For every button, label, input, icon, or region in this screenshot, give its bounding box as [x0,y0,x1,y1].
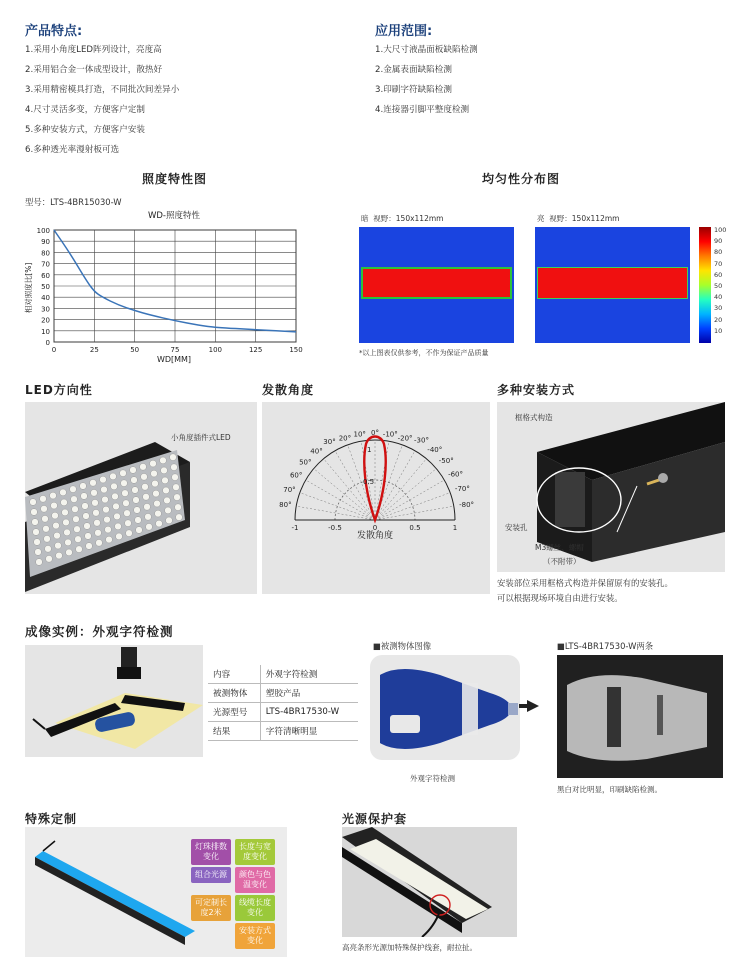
custom-photo [25,827,287,957]
led-dot [61,499,68,506]
table-key: 结果 [208,722,260,741]
led-dot [54,532,61,539]
led-dot [45,545,52,552]
bright-label [537,213,619,224]
applications-list [375,40,478,120]
scale-label: 20 [714,315,723,324]
hole-label: 安装孔 [505,523,528,532]
led-dot [64,529,71,536]
scale-label: 30 [714,304,723,313]
led-dot [90,479,97,486]
led-bar-illustration [25,402,257,594]
application-item: 3.印刷字符缺陷检测 [375,85,452,95]
led-dot [155,510,162,517]
led-dot [31,509,38,516]
x-tick-label: 0 [372,524,378,532]
led-dot [150,460,157,467]
led-dot [44,535,51,542]
led-dot [86,543,93,550]
led-dot [34,539,41,546]
led-dot [144,503,151,510]
scale-label: 100 [714,226,727,234]
led-dot [153,490,160,497]
led-dot [116,533,123,540]
result-caption: 黑白对比明显，印刷缺陷检测。 [557,785,662,794]
angle-label: -30° [414,436,429,445]
x-tick-label: 75 [170,346,180,354]
led-dot [93,509,100,516]
led-dot [135,517,142,524]
led-dot [66,549,73,556]
scale-label: 90 [714,237,723,246]
angle-label: -60° [448,470,464,479]
led-dot [166,517,173,524]
led-dot [71,496,78,503]
light-band [361,267,512,299]
result-image [557,655,723,778]
led-dot [40,495,47,502]
x-tick-labels [52,346,303,354]
led-dot [101,486,108,493]
led-dot [52,512,59,519]
led-label: 小角度插件式LED [171,433,231,442]
led-dot [162,477,169,484]
led-dot [126,530,133,537]
angle-heading: 发散角度 [262,383,315,397]
angle-label: 40° [310,447,323,456]
table-value: 塑胶产品 [260,684,358,703]
led-dot [91,489,98,496]
led-dot [140,463,147,470]
table-row [208,665,358,684]
feature-item: 5.多种安装方式，方便客户安装 [25,125,145,135]
dark-label [361,213,443,224]
angle-label: 10° [353,430,366,439]
led-dot [120,470,127,477]
led-dot [70,486,77,493]
y-tick-label: 10 [41,327,50,336]
led-dot [145,513,152,520]
led-dot [60,489,67,496]
led-dot [171,464,178,471]
y-tick-labels [37,227,50,347]
led-dot [165,507,172,514]
uniformity-map-dark [359,227,514,343]
feature-item: 2.采用铝合金一体成型设计，散热好 [25,65,163,75]
led-dot [134,507,141,514]
led-dot [72,506,79,513]
angle-label: 50° [299,458,312,467]
angle-label: 30° [323,438,336,447]
led-dot [175,504,182,511]
bright-mark: 亮 [537,214,545,223]
color-scale-labels [714,225,728,337]
table-value: 字符清晰明显 [260,722,358,741]
led-dot [43,525,50,532]
features-list [25,40,179,160]
color-scale [699,227,711,343]
led-dot [92,499,99,506]
led-dot [132,487,139,494]
custom-tag: 可定制长度2米 [191,895,231,921]
led-heading: LED方向性 [25,383,93,397]
led-dot [50,492,57,499]
angle-label: 80° [279,501,292,510]
angle-xlabel: 发散角度 [356,531,394,541]
custom-tag: 组合光源 [191,867,231,883]
led-dot [122,490,129,497]
x-tick-label: 125 [248,346,263,354]
radial-line [375,480,444,520]
led-dot [133,497,140,504]
led-dot [143,493,150,500]
cover-caption: 高亮条形光源加特殊保护线套，耐拉扯。 [342,943,477,952]
led-dot [85,533,92,540]
illuminance-chart [22,206,312,368]
led-dot [106,536,113,543]
features-title: 产品特点: [25,24,83,39]
led-dot [164,497,171,504]
table-row [208,684,358,703]
led-dot [176,514,183,521]
led-dot [73,516,80,523]
led-dot [76,546,83,553]
angle-label: -80° [459,500,475,509]
led-dot [51,502,58,509]
feature-item: 6.多种透光率漫射板可选 [25,145,120,155]
led-dot [136,527,143,534]
led-dot [94,519,101,526]
table-key: 光源型号 [208,703,260,722]
led-dot [154,500,161,507]
angle-label: -40° [427,445,443,454]
y-axis-label: 相对照度比[%] [24,262,33,314]
led-dot [46,555,53,562]
x-tick-label: 25 [89,346,99,354]
scale-label: 50 [714,282,723,291]
scale-label: 10 [714,326,723,335]
led-dot [146,523,153,530]
screw-note: （不附带） [543,557,581,566]
led-dot [114,513,121,520]
x-tick-label: 0 [51,346,57,354]
led-photo [25,402,257,594]
x-tick-label: 0.5 [409,524,421,532]
install-desc-2: 可以根据现场环境自由进行安装。 [497,593,623,603]
led-dot [33,529,40,536]
y-tick-label: 50 [41,283,50,291]
x-axis-label: WD[MM] [156,355,192,364]
table-value: 外观字符检测 [260,665,358,684]
led-dot [56,552,63,559]
install-photo [497,402,725,572]
led-dot [172,474,179,481]
led-dot [123,500,130,507]
led-dot [130,467,137,474]
angle-panel [262,402,490,594]
led-dot [124,510,131,517]
cover-photo [342,827,517,937]
radial-label: 0.5 [363,478,375,486]
led-dot [142,483,149,490]
led-dot [82,503,89,510]
scale-label: 70 [714,259,723,268]
led-dot [112,493,119,500]
angle-label: -20° [397,434,413,443]
led-dot [35,549,42,556]
y-tick-label: 30 [41,305,50,314]
led-dot [96,539,103,546]
led-dot [83,513,90,520]
table-value: LTS-4BR17530-W [260,703,358,722]
led-dot [141,473,148,480]
arrow-icon [527,700,539,712]
y-tick-label: 90 [41,238,50,247]
led-dot [104,516,111,523]
object-image [370,655,520,760]
install-illustration [497,402,725,572]
object-caption: 外观字符检测 [410,774,455,783]
led-dot [131,477,138,484]
light-band [537,267,688,299]
led-dot [103,506,110,513]
led-dot [80,483,87,490]
led-dot [152,480,159,487]
feature-item: 3.采用精密模具打造，不同批次间差异小 [25,85,180,95]
install-heading: 多种安装方式 [497,383,576,397]
y-tick-label: 80 [41,249,50,258]
led-dot [156,520,163,527]
y-tick-label: 40 [41,294,50,303]
scale-label: 40 [714,293,723,302]
angle-label: -10° [382,430,398,439]
feature-item: 4.尺寸灵活多变，方便客户定制 [25,105,145,115]
x-tick-label: 150 [289,346,303,354]
led-dot [65,539,72,546]
led-dot [74,526,81,533]
frame-label: 框格式构造 [515,413,553,422]
custom-tag: 灯珠排数变化 [191,839,231,865]
led-dot [95,529,102,536]
uniformity-note: *以上图表仅供参考，不作为保证产品质量 [359,349,489,357]
polar-diagram [262,402,490,594]
grayscale-bottle [557,655,723,778]
x-tick-label: -0.5 [328,524,342,532]
radial-line [306,480,375,520]
applications-title: 应用范围: [375,24,433,39]
led-dot [36,559,43,566]
led-dot [173,484,180,491]
object-title: ■被测物体图像 [373,641,432,651]
uniformity-heading: 均匀性分布图 [482,172,561,186]
angle-label: 20° [338,434,352,443]
led-dot [111,483,118,490]
application-item: 4.连接器引脚平整度检测 [375,105,470,115]
y-tick-label: 20 [41,316,50,325]
y-tick-label: 100 [36,227,50,235]
radial-line [375,451,415,520]
bright-field: 视野：150x112mm [549,214,620,223]
install-desc-1: 安装部位采用框格式构造并保留原有的安装孔。 [497,578,673,588]
custom-tag: 颜色与色温变化 [235,867,275,893]
led-dot [121,480,128,487]
led-dot [84,523,91,530]
led-dot [62,509,69,516]
table-row [208,722,358,741]
angle-label: 0° [371,429,379,437]
angle-label: -50° [438,457,454,466]
y-tick-label: 70 [41,260,50,269]
led-dot [63,519,70,526]
custom-tag: 安装方式变化 [235,923,275,949]
led-dot [170,454,177,461]
scale-label: 60 [714,270,723,279]
led-dot [174,494,181,501]
screw-label: M3螺丝、螺帽 [535,543,584,552]
uniformity-map-bright [535,227,690,343]
dark-mark: 暗 [361,214,369,223]
custom-tag: 长度与宽度变化 [235,839,275,865]
table-row [208,703,358,722]
model-label: 型号：LTS-4BR15030-W [25,197,122,207]
x-tick-label: 1 [452,524,458,532]
illuminance-heading: 照度特性图 [142,172,208,186]
table-key: 被测物体 [208,684,260,703]
example-heading: 成像实例：外观字符检测 [25,624,174,639]
bottle-illustration [370,655,520,760]
led-dot [32,519,39,526]
led-dot [113,503,120,510]
example-table [208,665,358,741]
led-dot [75,536,82,543]
arrow-icon-shaft [519,704,528,708]
dark-field: 视野：150x112mm [373,214,444,223]
led-dot [110,473,117,480]
led-dot [100,476,107,483]
custom-tag: 线缆长度变化 [235,895,275,921]
led-dot [53,522,60,529]
led-dot [163,487,170,494]
led-dot [55,542,62,549]
application-item: 2.金属表面缺陷检测 [375,65,452,75]
led-dot [41,505,48,512]
radial-label: 1 [367,446,372,454]
led-dot [105,526,112,533]
led-dot [161,467,168,474]
led-dot [115,523,122,530]
feature-item: 1.采用小角度LED阵列设计，亮度高 [25,45,162,55]
angle-label: 60° [289,471,303,480]
application-item: 1.大尺寸液晶面板缺陷检测 [375,45,478,55]
led-dot [30,499,37,506]
x-tick-label: 50 [130,346,140,354]
led-dot [151,470,158,477]
led-dot [102,496,109,503]
setup-illustration [25,645,203,757]
example-setup-photo [25,645,203,757]
table-key: 内容 [208,665,260,684]
y-tick-label: 60 [41,271,50,280]
custom-heading: 特殊定制 [25,812,78,826]
cover-illustration [342,827,517,937]
cover-heading: 光源保护套 [342,812,408,826]
chart-title: WD-照度特性 [147,211,201,221]
led-dot [81,493,88,500]
led-dot [125,520,132,527]
y-tick-label: 0 [45,339,50,347]
angle-label: -70° [454,485,470,494]
x-tick-label: 100 [208,346,223,354]
result-title: ■LTS-4BR17530-W两条 [557,641,654,651]
x-tick-label: -1 [291,524,299,532]
scale-label: 80 [714,248,723,257]
led-dot [42,515,49,522]
angle-label: 70° [283,485,296,494]
led-dot [160,457,167,464]
